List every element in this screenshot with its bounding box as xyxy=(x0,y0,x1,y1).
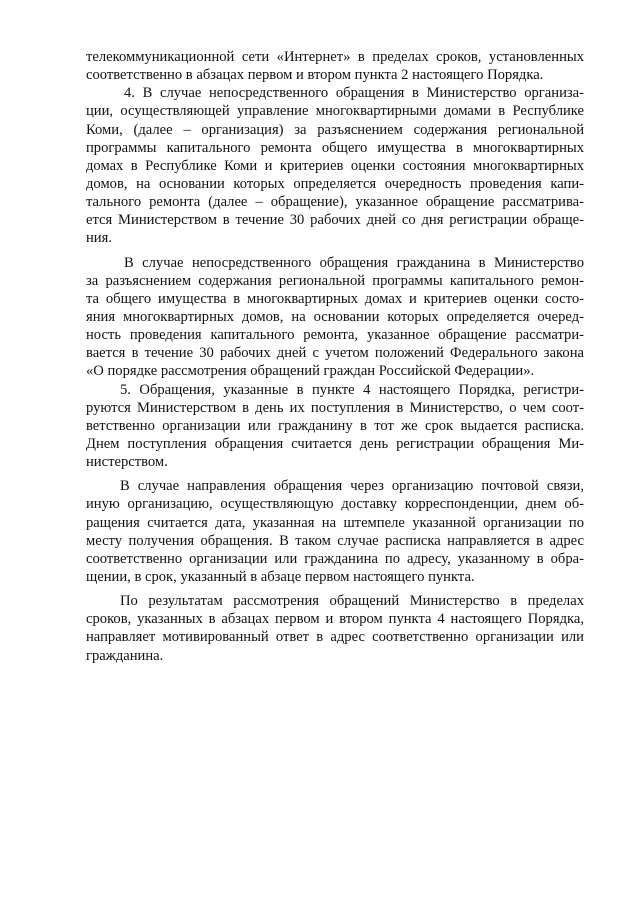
text-line: руются Министерством в день их поступления в Министерство, о чем соот- xyxy=(86,399,584,416)
text-line: В случае направления обращения через организацию почтовой связи, xyxy=(120,478,584,495)
text-line: соответственно организации или гражданина по адресу, указанному в обра- xyxy=(86,550,584,567)
text-line: ния. xyxy=(86,230,112,247)
text-line: ции, осуществляющей управление многоквартирными домами в Республике xyxy=(86,103,584,120)
text-line: ращения считается дата, указанная на штемпеле указанной организации по xyxy=(86,514,584,531)
text-line: гражданина. xyxy=(86,647,164,664)
text-line: Днем поступления обращения считается день регистрации обращения Ми- xyxy=(86,435,584,452)
text-line: яния многоквартирных домов, на основании которых определяется очеред- xyxy=(86,308,584,325)
paragraph-item-4 xyxy=(86,84,584,247)
text-line: ность проведения капитального ремонта, указанное обращение рассматри- xyxy=(86,327,584,344)
text-line: иную организацию, осуществляющую доставку корреспонденции, днем об- xyxy=(86,496,584,513)
paragraph-results xyxy=(86,592,584,665)
text-line: В случае непосредственного обращения гражданина в Министерство xyxy=(124,254,584,271)
text-line: По результатам рассмотрения обращений Министерство в пределах xyxy=(120,593,584,610)
paragraph-postal-request xyxy=(86,477,584,586)
text-line: месту получения обращения. В таком случае расписка направляется в адрес xyxy=(86,532,584,549)
text-line: та общего имущества в многоквартирных домах и критериев оценки состо- xyxy=(86,290,584,307)
paragraph-citizen-request xyxy=(86,254,584,381)
paragraph-item-5 xyxy=(86,381,584,472)
text-line: 5. Обращения, указанные в пункте 4 настоящего Порядка, регистри- xyxy=(120,381,584,398)
text-line: ветственно организации или гражданину в тот же срок выдается расписка. xyxy=(86,417,584,434)
text-line: ется Министерством в течение 30 рабочих дней со дня регистрации обраще- xyxy=(86,212,584,229)
text-line: домах в Республике Коми и критериев оценки состояния многоквартирных xyxy=(86,157,584,174)
text-line: 4. В случае непосредственного обращения в Министерство организа- xyxy=(124,85,584,102)
text-line: «О порядке рассмотрения обращений граждан Российской Федерации». xyxy=(86,363,535,380)
text-line: за разъяснением содержания региональной программы капитального ремон- xyxy=(86,272,584,289)
text-line: тального ремонта (далее – обращение), указанное обращение рассматрива- xyxy=(86,194,584,211)
text-line: Коми, (далее – организация) за разъяснением содержания региональной xyxy=(86,121,584,138)
text-line: вается в течение 30 рабочих дней с учетом положений Федерального закона xyxy=(86,345,584,362)
text-line: нистерством. xyxy=(86,454,168,471)
text-line: соответственно в абзацах первом и втором пункта 2 настоящего Порядка. xyxy=(86,67,544,84)
text-line: сроков, указанных в абзацах первом и втором пункта 4 настоящего Порядка, xyxy=(86,611,584,628)
document-body xyxy=(86,48,584,665)
text-line: щении, в срок, указанный в абзаце первом настоящего пункта. xyxy=(86,568,475,585)
text-line: направляет мотивированный ответ в адрес соответственно организации или xyxy=(86,629,584,646)
text-line: телекоммуникационной сети «Интернет» в пределах сроков, установленных xyxy=(86,49,584,65)
paragraph-continuation xyxy=(86,48,584,84)
text-line: программы капитального ремонта общего имущества в многоквартирных xyxy=(86,139,584,156)
text-line: домов, на основании которых определяется очередность проведения капи- xyxy=(86,175,584,192)
